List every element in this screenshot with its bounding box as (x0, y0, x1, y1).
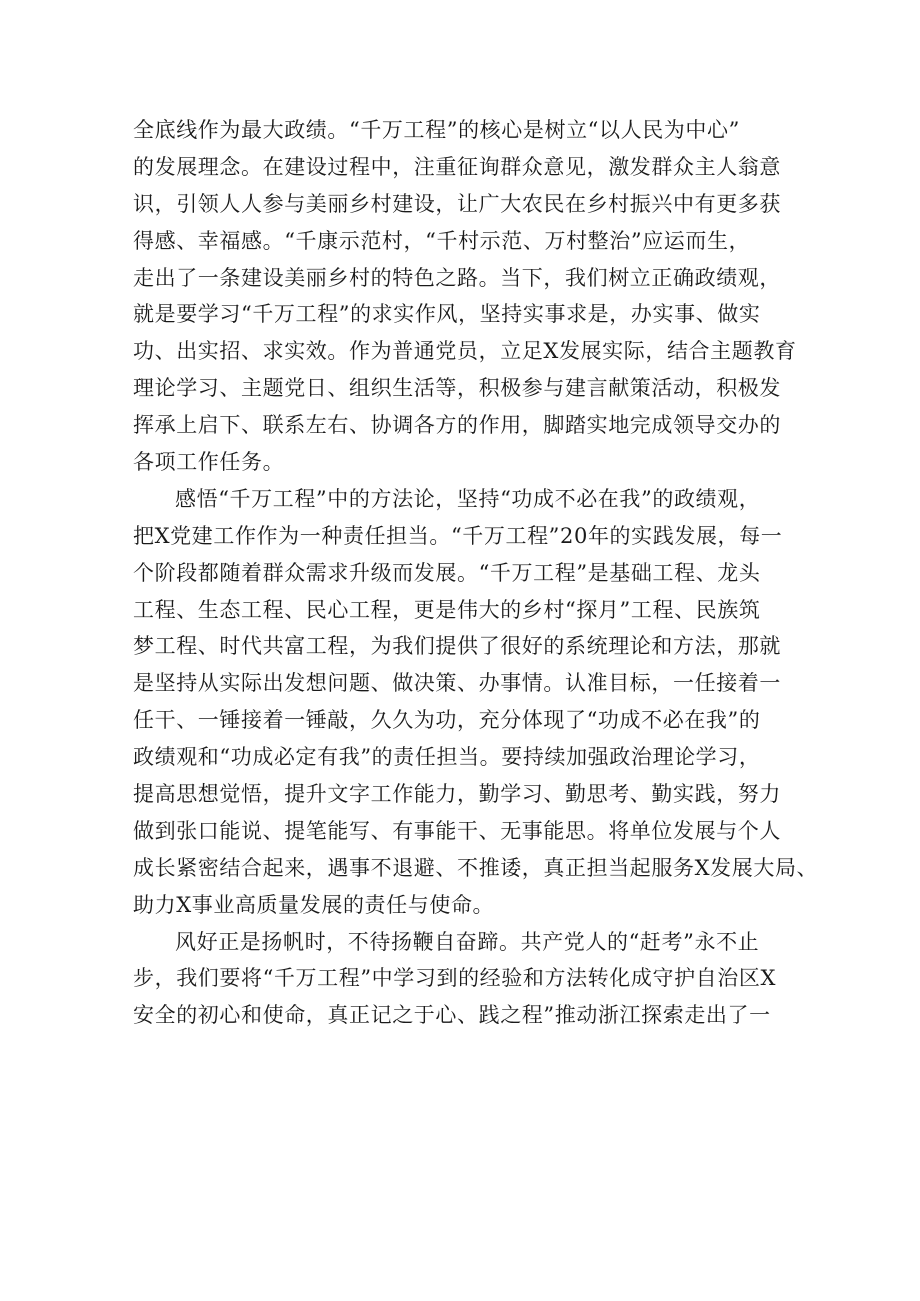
paragraph-3-line-1: 风好正是扬帆时，不待扬鞭自奋蹄。共产党人的“赶考”永不止 (175, 929, 760, 954)
paragraph-1-line-3: 识，引领人人参与美丽乡村建设，让广大农民在乡村振兴中有更多获 (133, 191, 781, 216)
paragraph-1-line-7: 功、出实招、求实效。作为普通党员，立足X发展实际，结合主题教育 (133, 339, 797, 364)
paragraph-2-line-4: 工程、生态工程、民心工程，更是伟大的乡村“探月”工程、民族筑 (133, 597, 761, 622)
paragraph-1-line-4: 得感、幸福感。“千康示范村，“千村示范、万村整治”应运而生， (133, 228, 751, 253)
paragraph-2-line-2: 把X党建工作作为一种责任担当。“千万工程”20年的实践发展，每一 (133, 523, 783, 548)
paragraph-3 (133, 924, 805, 1035)
paragraph-1-line-6: 就是要学习“千万工程”的求实作风，坚持实事求是，办实事、做实 (133, 302, 761, 327)
paragraph-2-line-11: 成长紧密结合起来，遇事不退避、不推诿，真正担当起服务X发展大局、 (133, 855, 819, 880)
paragraph-1-line-10: 各项工作任务。 (133, 450, 285, 475)
paragraph-2-line-9: 提高思想觉悟，提升文字工作能力，勤学习、勤思考、勤实践，努力 (133, 782, 781, 807)
document-body (133, 112, 819, 1034)
paragraph-2-line-3: 个阶段都随着群众需求升级而发展。“千万工程”是基础工程、龙头 (133, 560, 761, 585)
paragraph-3-line-2: 步，我们要将“千万工程”中学习到的经验和方法转化成守护自治区X (133, 966, 777, 991)
paragraph-2-line-7: 任干、一锤接着一锤敲，久久为功，充分体现了“功成不必在我”的 (133, 708, 761, 733)
paragraph-1-line-5: 走出了一条建设美丽乡村的特色之路。当下，我们树立正确政绩观， (133, 265, 781, 290)
paragraph-2-line-5: 梦工程、时代共富工程，为我们提供了很好的系统理论和方法，那就 (133, 634, 781, 659)
paragraph-2-line-12: 助力X事业高质量发展的责任与使命。 (133, 892, 495, 917)
paragraph-1 (133, 112, 805, 481)
paragraph-1-line-8: 理论学习、主题党日、组织生活等，积极参与建言献策活动，积极发 (133, 376, 781, 401)
paragraph-3-line-3: 安全的初心和使命，真正记之于心、践之程”推动浙江探索走出了一 (133, 1003, 771, 1028)
paragraph-2-line-1: 感悟“千万工程”中的方法论，坚持“功成不必在我”的政绩观， (175, 486, 761, 511)
paragraph-1-line-1: 全底线作为最大政绩。“千万工程”的核心是树立“以人民为中心” (133, 118, 740, 142)
paragraph-2 (133, 481, 819, 924)
paragraph-1-line-9: 挥承上启下、联系左右、协调各方的作用，脚踏实地完成领导交办的 (133, 413, 781, 438)
paragraph-2-line-8: 政绩观和“功成必定有我”的责任担当。要持续加强政治理论学习， (133, 745, 761, 770)
paragraph-2-line-6: 是坚持从实际出发想问题、做决策、办事情。认准目标，一任接着一 (133, 671, 781, 696)
paragraph-2-line-10: 做到张口能说、提笔能写、有事能干、无事能思。将单位发展与个人 (133, 818, 781, 843)
paragraph-1-line-2: 的发展理念。在建设过程中，注重征询群众意见，激发群众主人翁意 (133, 154, 781, 179)
